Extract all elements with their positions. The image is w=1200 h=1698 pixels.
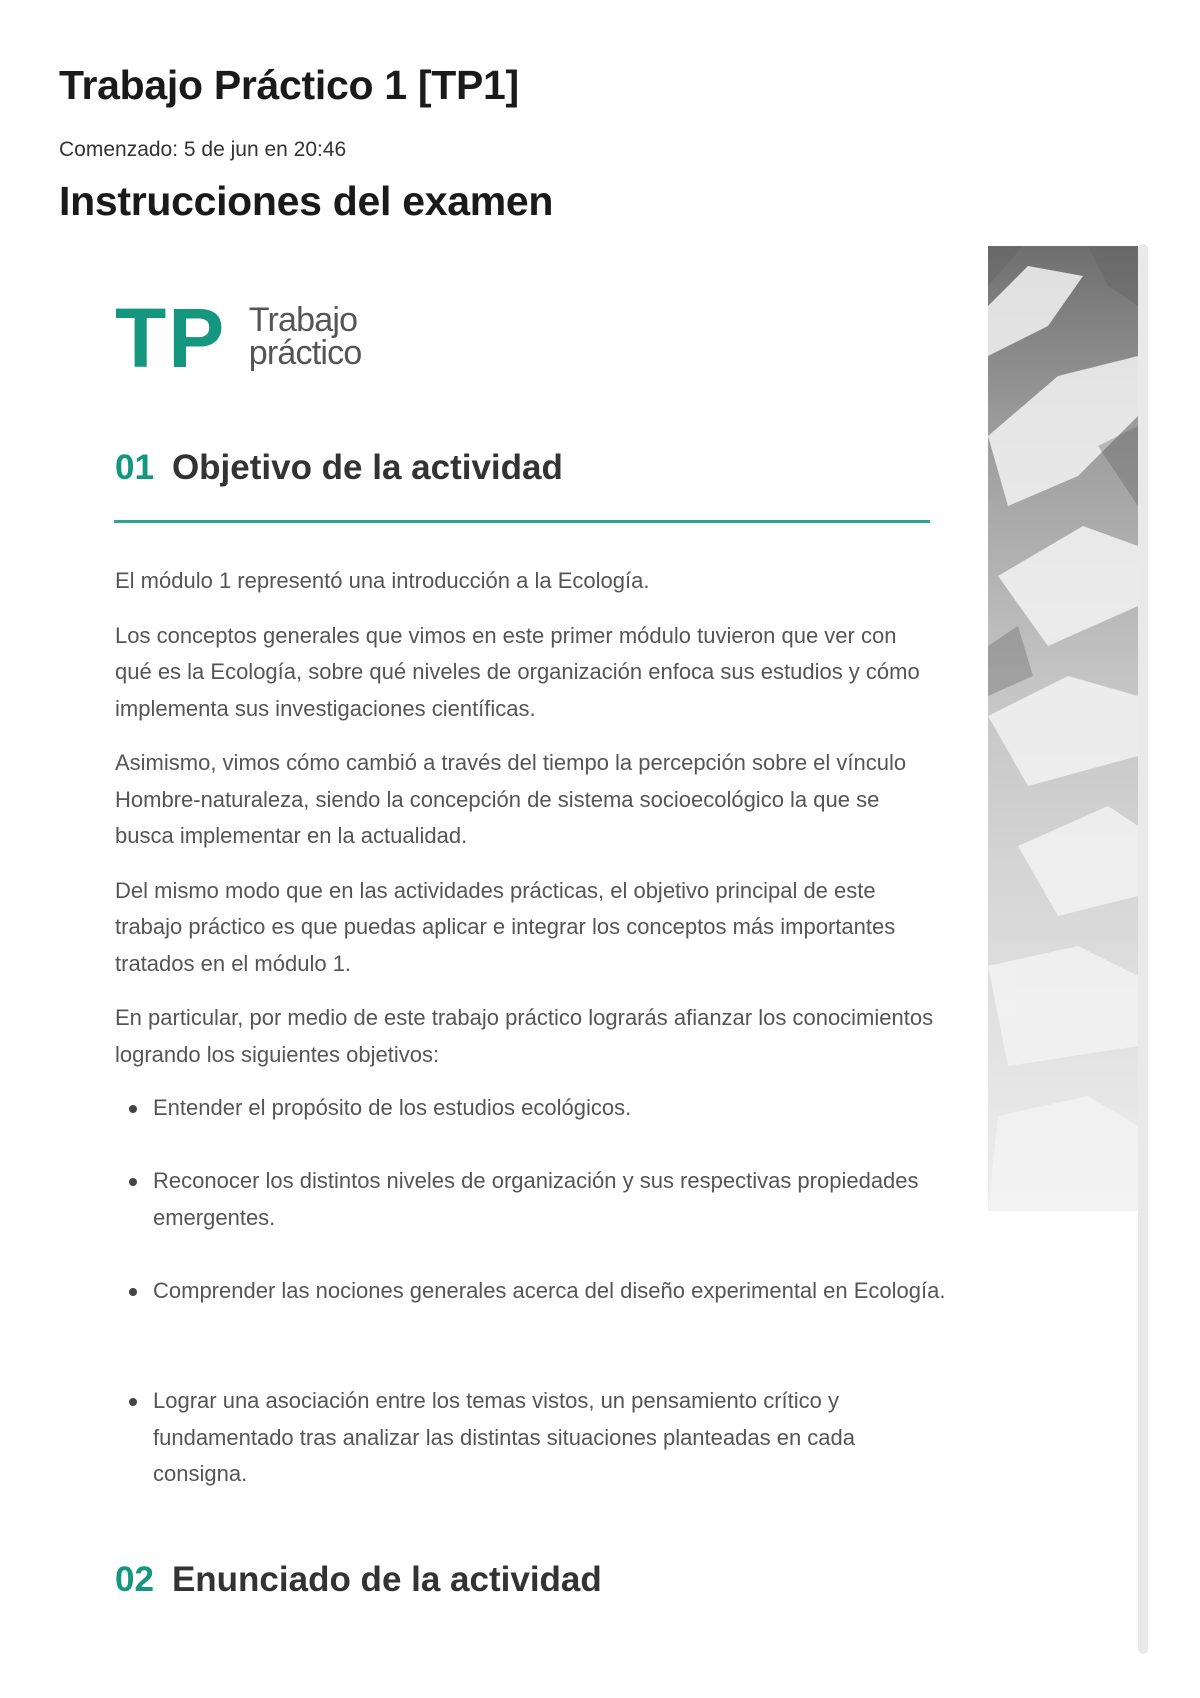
bullet-icon: [129, 1398, 137, 1406]
logo-mark: TP: [115, 291, 227, 385]
decorative-pattern: [988, 246, 1138, 1211]
section-heading-objective: [115, 448, 563, 488]
started-timestamp: Comenzado: 5 de jun en 20:46: [59, 138, 347, 161]
paragraph: Los conceptos generales que vimos en este primer módulo tuvieron que ver con qué es la Ecología, sobre qué niveles de organización enfoca sus estudios y cómo implementa sus investigaciones científicas.: [115, 622, 920, 721]
section-divider: [114, 520, 930, 523]
list-item: [115, 1273, 953, 1310]
scrollbar[interactable]: [1138, 244, 1148, 1654]
list-item: [115, 1383, 953, 1493]
bullet-icon: [129, 1178, 137, 1186]
paragraph: Asimismo, vimos cómo cambió a través del tiempo la percepción sobre el vínculo Hombre-naturaleza, siendo la concepción de sistema socioecológico la que se busca implementar en la actualidad.: [115, 750, 907, 848]
bullet-icon: [129, 1105, 137, 1113]
section-heading-statement: [115, 1560, 602, 1600]
bullet-icon: [129, 1288, 137, 1296]
section-title: Objetivo de la actividad: [171, 448, 563, 487]
tp-logo: [115, 291, 362, 385]
list-item: [115, 1090, 953, 1127]
list-item-text: Comprender las nociones generales acerca del diseño experimental en Ecología.: [153, 1278, 946, 1303]
decorative-architecture-image: [988, 246, 1138, 1211]
paragraph: En particular, por medio de este trabajo práctico lograrás afianzar los conocimientos logrando los siguientes objetivos:: [115, 1005, 934, 1067]
section-body: [115, 563, 935, 1091]
paragraph: El módulo 1 representó una introducción a la Ecología.: [115, 568, 650, 593]
section-title: Enunciado de la actividad: [171, 1560, 602, 1599]
list-item-text: Lograr una asociación entre los temas vistos, un pensamiento crítico y fundamentado tras analizar las distintas situaciones planteadas en cada consigna.: [153, 1388, 856, 1486]
section-number: 01: [115, 448, 154, 487]
paragraph: Del mismo modo que en las actividades prácticas, el objetivo principal de este trabajo práctico es que puedas aplicar e integrar los conceptos más importantes tratados en el módulo 1.: [115, 877, 896, 976]
section-number: 02: [115, 1560, 154, 1599]
list-item-text: Entender el propósito de los estudios ecológicos.: [153, 1095, 632, 1120]
logo-text-line1: Trabajo: [248, 301, 358, 339]
list-item-text: Reconocer los distintos niveles de organización y sus respectivas propiedades emergentes.: [153, 1168, 919, 1230]
logo-text-line2: práctico: [248, 334, 362, 372]
instructions-heading: Instrucciones del examen: [59, 178, 554, 224]
list-item: [115, 1163, 953, 1236]
logo-text: [248, 301, 362, 372]
page-title: Trabajo Práctico 1 [TP1]: [59, 62, 519, 108]
